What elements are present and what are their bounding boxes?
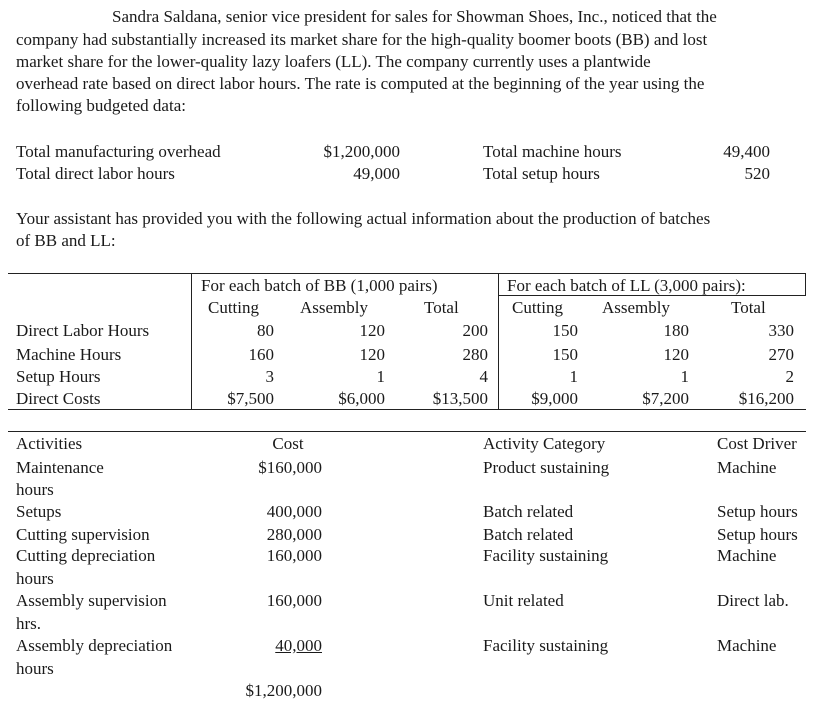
activity-category: Facility sustaining [483, 636, 609, 655]
table-bottom-rule [8, 409, 806, 410]
setup-hours-label: Total setup hours [483, 164, 600, 183]
activity-name-wrap: hours [16, 659, 54, 678]
total-cost: $1,200,000 [245, 681, 322, 700]
bb-cutting-cell: 80 [257, 321, 274, 340]
bb-total-cell: 4 [479, 367, 488, 386]
activity-cost: $160,000 [258, 458, 322, 477]
overhead-label: Total manufacturing overhead [16, 142, 221, 161]
activity-category: Product sustaining [483, 458, 610, 477]
bb-cutting-cell: $7,500 [227, 389, 274, 408]
activity-name: Setups [16, 502, 62, 521]
intro-line-3: market share for the lower-quality lazy loafers (LL). The company currently uses a plantwide [16, 52, 651, 71]
ll-total-cell: $16,200 [738, 389, 794, 408]
bb-total-cell: $13,500 [432, 389, 488, 408]
ll-assembly-cell: 120 [663, 345, 689, 364]
row-label: Direct Costs [16, 389, 101, 408]
overhead-value: $1,200,000 [323, 142, 400, 161]
dlh-label: Total direct labor hours [16, 164, 175, 183]
ll-total-header: Total [731, 298, 766, 317]
table-top-rule [8, 273, 806, 274]
category-header: Activity Category [483, 434, 606, 453]
bb-assembly-cell: 1 [376, 367, 385, 386]
bb-assembly-header: Assembly [300, 298, 368, 317]
assistant-line-1: Your assistant has provided you with the following actual information about the production of batches [16, 209, 711, 228]
bb-total-header: Total [424, 298, 459, 317]
ll-total-cell: 270 [768, 345, 794, 364]
activity-name-wrap: hours [16, 569, 54, 588]
activity-cost: 160,000 [266, 546, 322, 565]
bb-assembly-cell: 120 [359, 345, 385, 364]
row-label: Setup Hours [16, 367, 101, 386]
activity-name: Assembly depreciation [16, 636, 173, 655]
activity-cost: 40,000 [275, 636, 322, 655]
cost-header: Cost [272, 434, 304, 453]
activity-category: Facility sustaining [483, 546, 609, 565]
activity-name: Cutting supervision [16, 525, 150, 544]
activity-name-wrap: hours [16, 480, 54, 499]
ll-cutting-cell: 1 [569, 367, 578, 386]
table-divider-label [191, 273, 192, 409]
machine-hours-value: 49,400 [723, 142, 770, 161]
activity-category: Batch related [483, 502, 574, 521]
activities-header: Activities [16, 434, 83, 453]
activity-driver: Setup hours [717, 525, 798, 544]
ll-assembly-cell: 180 [663, 321, 689, 340]
ll-total-cell: 2 [785, 367, 794, 386]
bb-assembly-cell: 120 [359, 321, 385, 340]
ll-total-cell: 330 [768, 321, 794, 340]
activity-cost: 280,000 [266, 525, 322, 544]
intro-line-1: Sandra Saldana, senior vice president for sales for Showman Shoes, Inc., noticed that the [112, 7, 717, 26]
table-divider-right [805, 273, 806, 295]
activity-driver: Machine [717, 546, 777, 565]
bb-cutting-header: Cutting [208, 298, 260, 317]
driver-header: Cost Driver [717, 434, 797, 453]
intro-line-2: company had substantially increased its market share for the high-quality boomer boots (BB) and lost [16, 30, 708, 49]
activity-name: Maintenance [16, 458, 104, 477]
bb-cutting-cell: 160 [248, 345, 274, 364]
row-label: Direct Labor Hours [16, 321, 150, 340]
bb-total-cell: 280 [462, 345, 488, 364]
activity-driver: Direct lab. [717, 591, 789, 610]
activity-name: Cutting depreciation [16, 546, 156, 565]
table-divider-group [498, 273, 499, 409]
activity-driver: Machine [717, 636, 777, 655]
ll-cutting-cell: 150 [552, 345, 578, 364]
intro-line-4: overhead rate based on direct labor hours. The rate is computed at the beginning of the year using the [16, 74, 705, 93]
activity-name: Assembly supervision [16, 591, 167, 610]
activity-driver: Machine [717, 458, 777, 477]
activity-driver: Setup hours [717, 502, 798, 521]
assistant-line-2: of BB and LL: [16, 231, 116, 250]
dlh-value: 49,000 [353, 164, 400, 183]
ll-assembly-cell: 1 [680, 367, 689, 386]
bb-total-cell: 200 [462, 321, 488, 340]
ll-cutting-cell: 150 [552, 321, 578, 340]
activity-category: Unit related [483, 591, 564, 610]
bb-header: For each batch of BB (1,000 pairs) [201, 276, 438, 295]
activity-cost: 160,000 [266, 591, 322, 610]
bb-assembly-cell: $6,000 [338, 389, 385, 408]
ll-header: For each batch of LL (3,000 pairs): [507, 276, 746, 295]
ll-cutting-cell: $9,000 [531, 389, 578, 408]
bb-cutting-cell: 3 [265, 367, 274, 386]
row-label: Machine Hours [16, 345, 122, 364]
activity-category: Batch related [483, 525, 574, 544]
setup-hours-value: 520 [744, 164, 770, 183]
machine-hours-label: Total machine hours [483, 142, 622, 161]
activity-name-wrap: hrs. [16, 614, 42, 633]
activity-cost: 400,000 [266, 502, 322, 521]
ll-assembly-cell: $7,200 [642, 389, 689, 408]
activities-top-rule [8, 431, 806, 432]
ll-cutting-header: Cutting [512, 298, 564, 317]
ll-assembly-header: Assembly [602, 298, 670, 317]
intro-line-5: following budgeted data: [16, 96, 186, 115]
